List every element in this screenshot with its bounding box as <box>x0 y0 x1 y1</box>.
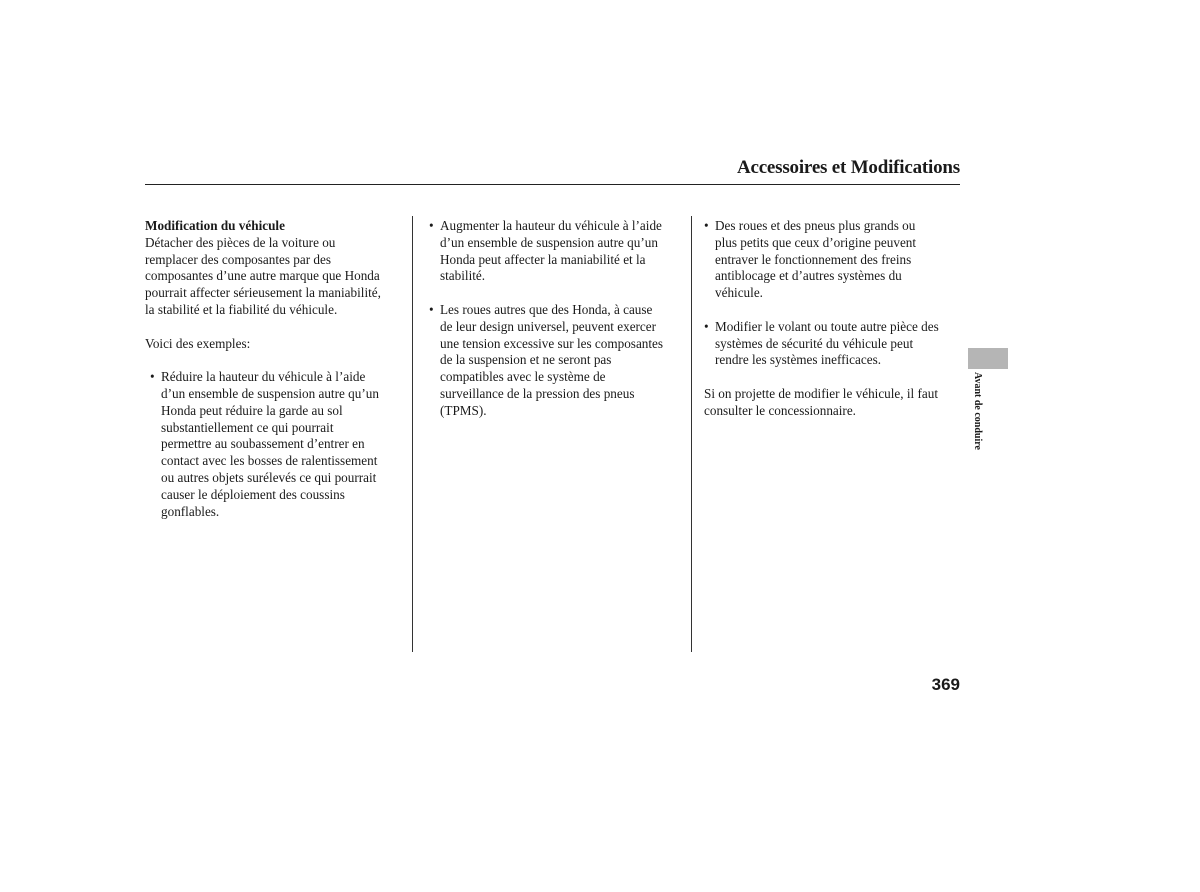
text-line: permettre au soubassement d’entrer en <box>161 436 365 452</box>
text-line: rendre les systèmes inefficaces. <box>715 352 881 368</box>
page-title: Accessoires et Modifications <box>736 157 960 178</box>
text-line: véhicule. <box>715 285 763 301</box>
text-line: contact avec les bosses de ralentissement <box>161 453 378 469</box>
bullet-icon: • <box>704 318 709 334</box>
text-line: de la suspension et ne seront pas <box>440 352 612 368</box>
text-line: ou autres objets surélevés ce qui pourrait <box>161 469 377 485</box>
text-line: Détacher des pièces de la voiture ou <box>145 234 336 250</box>
bullet-item <box>150 369 407 520</box>
section-tab-label: Avant de conduire <box>972 372 983 450</box>
page-number: 369 <box>931 675 960 694</box>
bullet-icon: • <box>150 369 155 385</box>
text-line: la stabilité et la fiabilité du véhicule. <box>145 301 338 317</box>
text-line: systèmes de sécurité du véhicule peut <box>715 335 914 351</box>
bullet-icon: • <box>429 218 434 233</box>
text-line: surveillance de la pression des pneus <box>440 385 635 401</box>
text-line: causer le déploiement des coussins <box>161 486 345 502</box>
text-line: de leur design universel, peuvent exercer <box>440 318 657 334</box>
text-line: compatibles avec le système de <box>440 369 606 385</box>
text-line: consulter le concessionnaire. <box>704 402 856 418</box>
column-divider <box>691 216 692 652</box>
text-line: d’un ensemble de suspension autre qu’un <box>440 234 658 250</box>
text-line: pourrait affecter sérieusement la maniabilité, <box>145 285 381 301</box>
text-line: Augmenter la hauteur du véhicule à l’aide <box>440 218 662 233</box>
closing-paragraph <box>704 386 960 420</box>
text-line: d’un ensemble de suspension autre qu’un <box>161 385 379 401</box>
text-line: antiblocage et d’autres systèmes du <box>715 268 902 284</box>
text-line: gonflables. <box>161 503 220 519</box>
text-line: Honda peut réduire la garde au sol <box>161 402 343 418</box>
text-line: Modifier le volant ou toute autre pièce des <box>715 318 939 334</box>
bullet-icon: • <box>429 301 434 317</box>
page-header <box>145 154 960 185</box>
bullet-icon: • <box>704 218 709 233</box>
examples-label: Voici des exemples: <box>145 335 251 351</box>
text-line: entraver le fonctionnement des freins <box>715 251 912 267</box>
text-line: Des roues et des pneus plus grands ou <box>715 218 916 233</box>
text-line: remplacer des composantes par des <box>145 251 332 267</box>
section-tab <box>968 348 1008 369</box>
text-line: stabilité. <box>440 268 486 284</box>
text-line: Si on projette de modifier le véhicule, il faut <box>704 385 939 401</box>
text-line: (TPMS). <box>440 402 487 418</box>
column-3 <box>704 218 960 420</box>
text-line: Les roues autres que des Honda, à cause <box>440 301 653 317</box>
text-line: Honda peut affecter la maniabilité et la <box>440 251 646 267</box>
column-1 <box>145 218 407 520</box>
bullet-item <box>429 218 685 285</box>
bullet-item <box>704 218 960 302</box>
text-line: plus petits que ceux d’origine peuvent <box>715 234 917 250</box>
intro-paragraph <box>145 235 407 319</box>
column-2 <box>429 218 685 420</box>
text-line: substantiellement ce qui pourrait <box>161 419 334 435</box>
bullet-item <box>704 319 960 369</box>
column-divider <box>412 216 413 652</box>
bullet-item <box>429 302 685 420</box>
text-line: une tension excessive sur les composantes <box>440 335 664 351</box>
text-line: Réduire la hauteur du véhicule à l’aide <box>161 369 366 385</box>
section-heading: Modification du véhicule <box>145 218 285 233</box>
text-line: composantes d’une autre marque que Honda <box>145 268 380 284</box>
